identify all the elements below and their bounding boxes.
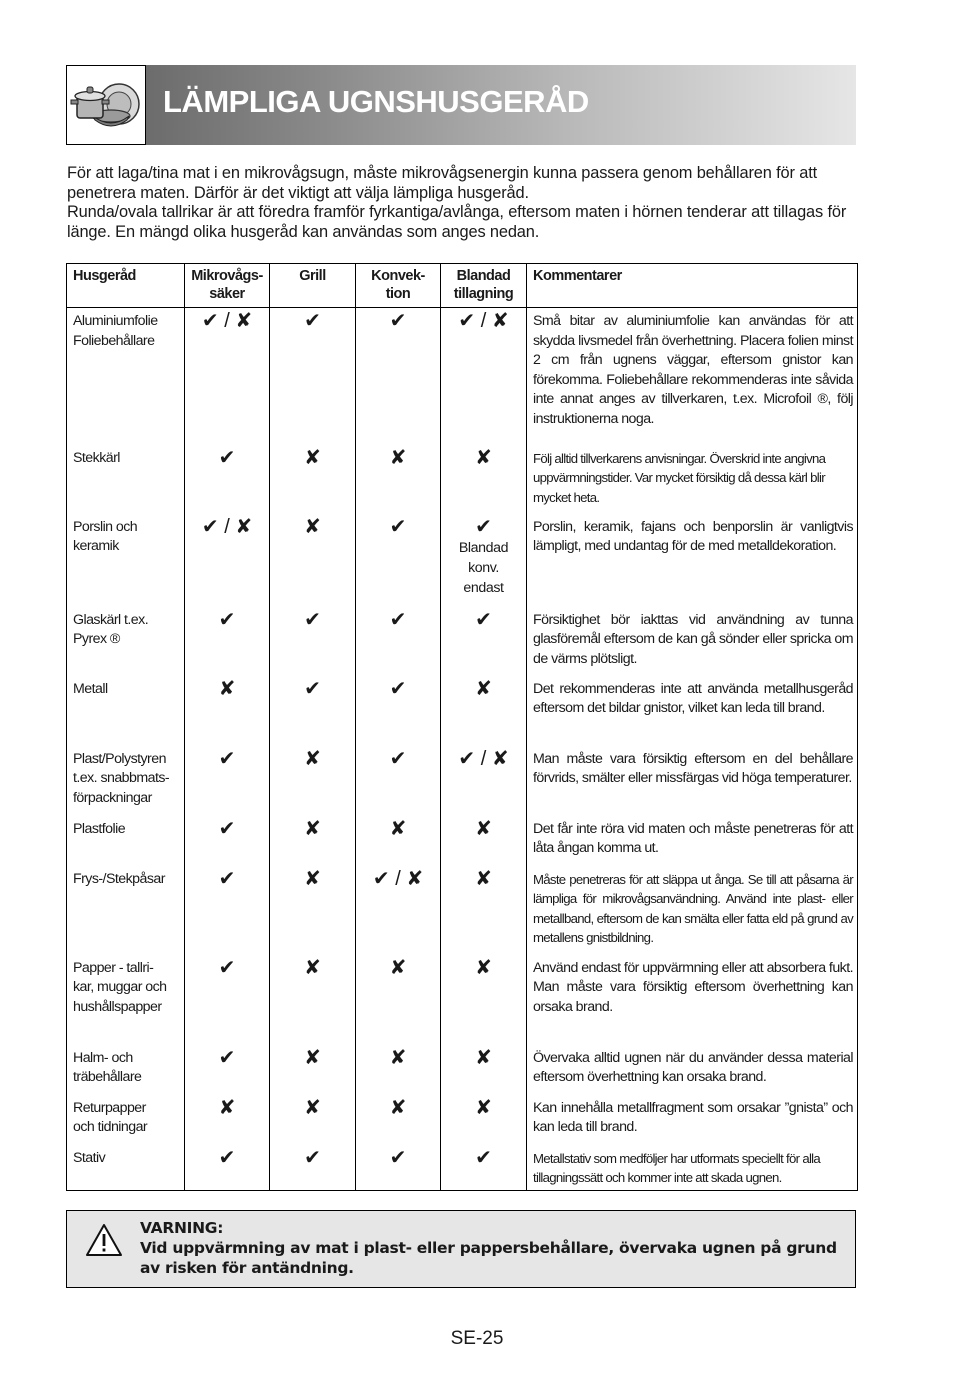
row-convection: ✔ xyxy=(356,514,441,607)
row-comment: Använd endast för uppvärmning eller att absorbera fukt. Man måste vara försiktig eftersom överhettning kan orsaka brand. xyxy=(527,955,858,1045)
row-comment: Små bitar av aluminiumfolie kan användas för att skydda livsmedel från överhettning. Placera folien minst 2 cm från ugnens väggar, eftersom gnistor kan förekomma. Foliebehållare rekommenderas inte såvida inte annat anges av tillverkaren, t.ex. Microfoil ®, följ instruktionerna noga. xyxy=(527,308,858,445)
intro-text xyxy=(67,164,859,242)
table-row xyxy=(67,1145,858,1191)
row-item: Porslin och keramik xyxy=(67,514,185,607)
row-comment: Kan innehålla metallfragment som orsakar ”gnista” och kan leda till brand. xyxy=(527,1095,858,1145)
row-comment: Måste penetreras för att släppa ut ånga. Se till att påsarna är lämpliga för mikrovågsanvändning. Använd inte plast- eller metallband, eftersom de kan smälta eller fatta eld på grund av metallens gnistbildning. xyxy=(527,866,858,955)
row-comment: Försiktighet bör iakttas vid användning av tunna glasföremål eftersom de kan gå sönder eller spricka om de värms plötsligt. xyxy=(527,607,858,676)
cookware-table xyxy=(66,263,858,1191)
row-item: Papper - tallri- kar, muggar och hushållspapper xyxy=(67,955,185,1045)
page-number: SE-25 xyxy=(450,1328,504,1349)
row-comment: Man måste vara försiktig eftersom en del behållare förvrids, smälter eller missfärgas vid höga temperaturer. xyxy=(527,746,858,816)
warning-box xyxy=(66,1210,856,1288)
table-row xyxy=(67,445,858,514)
row-microwave: ✔ xyxy=(185,746,270,816)
row-grill: ✘ xyxy=(270,1045,356,1095)
row-grill: ✘ xyxy=(270,1095,356,1145)
row-mixed xyxy=(441,514,527,607)
row-convection: ✘ xyxy=(356,816,441,866)
row-convection: ✔ xyxy=(356,746,441,816)
page-title: LÄMPLIGA UGNSHUSGERÅD xyxy=(163,84,589,119)
table-row xyxy=(67,746,858,816)
row-item: Returpapper och tidningar xyxy=(67,1095,185,1145)
row-mixed: ✔ / ✘ xyxy=(441,308,527,445)
row-grill: ✘ xyxy=(270,816,356,866)
row-mixed-mark: ✔ xyxy=(475,515,492,538)
row-item: Stekkärl xyxy=(67,445,185,514)
header-comments: Kommentarer xyxy=(527,264,858,308)
mixed-note: Blandad konv. endast xyxy=(458,539,509,596)
header-convection: Konvek- tion xyxy=(356,264,441,308)
row-mixed: ✘ xyxy=(441,866,527,955)
row-mixed: ✘ xyxy=(441,955,527,1045)
row-comment: Porslin, keramik, fajans och benporslin är vanligtvis lämpligt, med undantag för de med metalldekoration. xyxy=(527,514,858,607)
header-mixed-cooking: Blandad tillagning xyxy=(441,264,527,308)
section-header xyxy=(66,65,856,145)
row-grill: ✘ xyxy=(270,866,356,955)
table-row xyxy=(67,1045,858,1095)
table-row xyxy=(67,607,858,676)
row-item: Metall xyxy=(67,676,185,746)
row-microwave: ✔ xyxy=(185,607,270,676)
cookware-icon xyxy=(66,65,146,145)
row-mixed: ✘ xyxy=(441,816,527,866)
row-microwave: ✔ xyxy=(185,955,270,1045)
row-microwave: ✔ xyxy=(185,1145,270,1191)
row-convection: ✘ xyxy=(356,1095,441,1145)
row-comment: Det får inte röra vid maten och måste penetreras för att låta ångan komma ut. xyxy=(527,816,858,866)
table-row xyxy=(67,514,858,607)
warning-body: Vid uppvärmning av mat i plast- eller pappersbehållare, övervaka ugnen på grund av risken för antändning. xyxy=(140,1239,837,1277)
table-row xyxy=(67,955,858,1045)
table-row xyxy=(67,816,858,866)
row-microwave: ✔ xyxy=(185,816,270,866)
row-grill: ✘ xyxy=(270,514,356,607)
row-item: Halm- och träbehållare xyxy=(67,1045,185,1095)
row-convection: ✘ xyxy=(356,1045,441,1095)
row-convection: ✘ xyxy=(356,445,441,514)
table-row xyxy=(67,866,858,955)
row-convection: ✔ xyxy=(356,607,441,676)
row-item: Plastfolie xyxy=(67,816,185,866)
intro-paragraph-2: Runda/ovala tallrikar är att föredra framför fyrkantiga/avlånga, eftersom maten i hörnen tenderar att tillagas för länge. En mängd olika husgeråd kan användas som anges nedan. xyxy=(67,203,847,241)
row-grill: ✔ xyxy=(270,676,356,746)
row-grill: ✘ xyxy=(270,746,356,816)
row-grill: ✘ xyxy=(270,955,356,1045)
row-microwave: ✘ xyxy=(185,676,270,746)
table-row xyxy=(67,1095,858,1145)
row-grill: ✘ xyxy=(270,445,356,514)
row-item: Frys-/Stekpåsar xyxy=(67,866,185,955)
intro-paragraph-1: För att laga/tina mat i en mikrovågsugn, måste mikrovågsenergin kunna passera genom behållaren för att penetrera maten. Därför är det viktigt att välja lämpliga husgeråd. xyxy=(67,164,818,202)
row-mixed: ✘ xyxy=(441,1095,527,1145)
warning-title: VARNING: xyxy=(140,1219,224,1237)
warning-triangle-icon xyxy=(85,1223,123,1262)
row-microwave: ✔ / ✘ xyxy=(185,514,270,607)
row-convection: ✔ xyxy=(356,676,441,746)
row-mixed: ✔ / ✘ xyxy=(441,746,527,816)
row-microwave: ✔ xyxy=(185,1045,270,1095)
row-convection: ✔ xyxy=(356,1145,441,1191)
row-comment: Övervaka alltid ugnen när du använder dessa material eftersom överhettning kan orsaka brand. xyxy=(527,1045,858,1095)
row-microwave: ✘ xyxy=(185,1095,270,1145)
table-header-row xyxy=(67,264,858,308)
row-grill: ✔ xyxy=(270,607,356,676)
title-bar xyxy=(146,65,856,145)
row-mixed: ✘ xyxy=(441,445,527,514)
warning-text xyxy=(140,1218,852,1278)
row-item: Stativ xyxy=(67,1145,185,1191)
row-mixed: ✔ xyxy=(441,1145,527,1191)
row-mixed: ✔ xyxy=(441,607,527,676)
row-mixed: ✘ xyxy=(441,676,527,746)
row-comment: Det rekommenderas inte att använda metallhusgeråd eftersom det bildar gnistor, vilket kan leda till brand. xyxy=(527,676,858,746)
row-item: Glaskärl t.ex. Pyrex ® xyxy=(67,607,185,676)
row-comment: Följ alltid tillverkarens anvisningar. Överskrid inte angivna uppvärmningstider. Var mycket försiktig då dessa kärl blir mycket heta. xyxy=(527,445,858,514)
row-microwave: ✔ xyxy=(185,866,270,955)
row-item: Plast/Polystyren t.ex. snabbmats- förpackningar xyxy=(67,746,185,816)
row-convection: ✘ xyxy=(356,955,441,1045)
row-grill: ✔ xyxy=(270,1145,356,1191)
header-grill: Grill xyxy=(270,264,356,308)
row-convection: ✔ / ✘ xyxy=(356,866,441,955)
row-comment: Metallstativ som medföljer har utformats speciellt för alla tillagningssätt och kommer inte att skada ugnen. xyxy=(527,1145,858,1191)
table-row xyxy=(67,676,858,746)
table-row xyxy=(67,308,858,445)
row-mixed: ✘ xyxy=(441,1045,527,1095)
header-item: Husgeråd xyxy=(67,264,185,308)
row-microwave: ✔ / ✘ xyxy=(185,308,270,445)
row-convection: ✔ xyxy=(356,308,441,445)
row-grill: ✔ xyxy=(270,308,356,445)
row-item: Aluminiumfolie Foliebehållare xyxy=(67,308,185,445)
row-microwave: ✔ xyxy=(185,445,270,514)
header-microwave-safe: Mikrovågs- säker xyxy=(185,264,270,308)
